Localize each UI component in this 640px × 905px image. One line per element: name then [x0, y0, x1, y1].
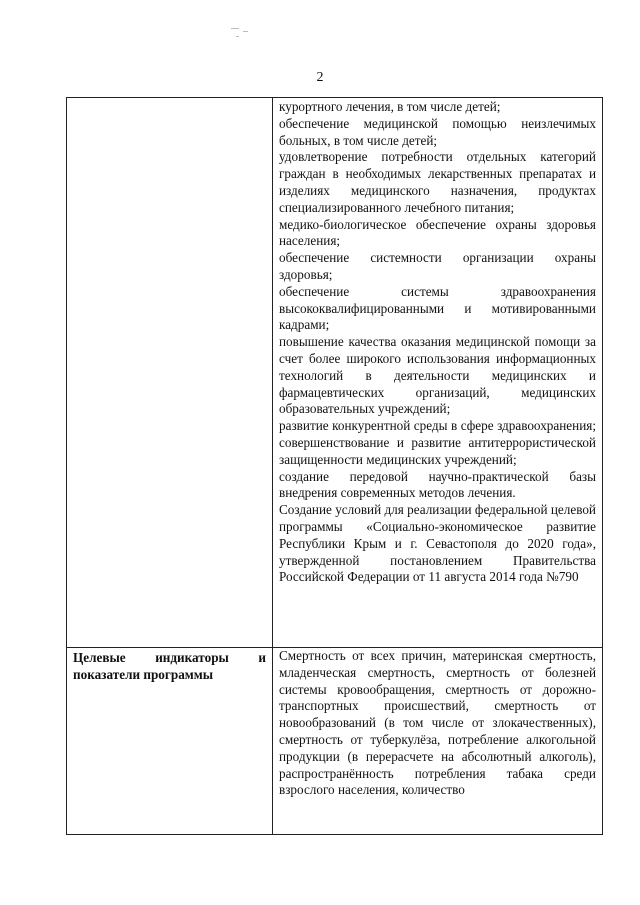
label-cell: [67, 648, 273, 835]
task-item: удовлетворение потребности отдельных категорий граждан в необходимых лекарственных препаратах и изделиях медицинского назначения, продуктах специализированного лечебного питания;: [279, 149, 596, 215]
scan-speck: [236, 36, 239, 37]
task-item: повышение качества оказания медицинской помощи за счет более широкого использования информационных технологий в деятельности медицинских и фармацевтических организаций, медицинских образовательных учреждений;: [279, 334, 596, 417]
task-item: курортного лечения, в том числе детей;: [279, 99, 501, 114]
task-item: обеспечение системности организации охраны здоровья;: [279, 250, 596, 282]
task-item: обеспечение медицинской помощью неизлечимых больных, в том числе детей;: [279, 115, 596, 148]
table-row: [67, 648, 603, 835]
indicators-text: Смертность от всех причин, материнская смертность, младенческая смертность, смертность от болезней системы кровообращения, смертность от дорожно-транспортных происшествий, смертность от новообразований (в том числе от злокачественных), смертность от туберкулёза, потребление алкогольной продукции (в перерасчете на абсолютный алкоголь), распространённость потребления табака среди взрослого населения, количество: [279, 648, 596, 798]
scan-speck: [231, 28, 239, 29]
table-row: [67, 98, 603, 648]
indicators-label: Целевые индикаторы и показатели программы: [73, 650, 266, 682]
task-item: развитие конкурентной среды в сфере здравоохранения; совершенствование и развитие антитеррористической защищенности медицинских учреждений;: [279, 418, 596, 467]
page-number: 2: [316, 70, 324, 85]
task-item: медико-биологическое обеспечение охраны здоровья населения;: [279, 216, 596, 249]
label-cell-empty: [67, 98, 273, 648]
program-purpose: Создание условий для реализации федеральной целевой программы «Социально-экономическое развитие Республики Крым и г. Севастополя до 2020 года», утвержденной постановлением Правительства Российской Федерации от 11 августа 2014 года №790: [279, 502, 596, 585]
task-item: обеспечение системы здравоохранения высококвалифицированными и мотивированными кадрами;: [279, 283, 596, 333]
tasks-cell: [273, 98, 603, 648]
program-passport-table: [66, 97, 603, 835]
task-item: создание передовой научно-практической базы внедрения современных методов лечения.: [279, 468, 596, 501]
indicators-cell: [273, 648, 603, 835]
scan-speck: [243, 31, 248, 32]
